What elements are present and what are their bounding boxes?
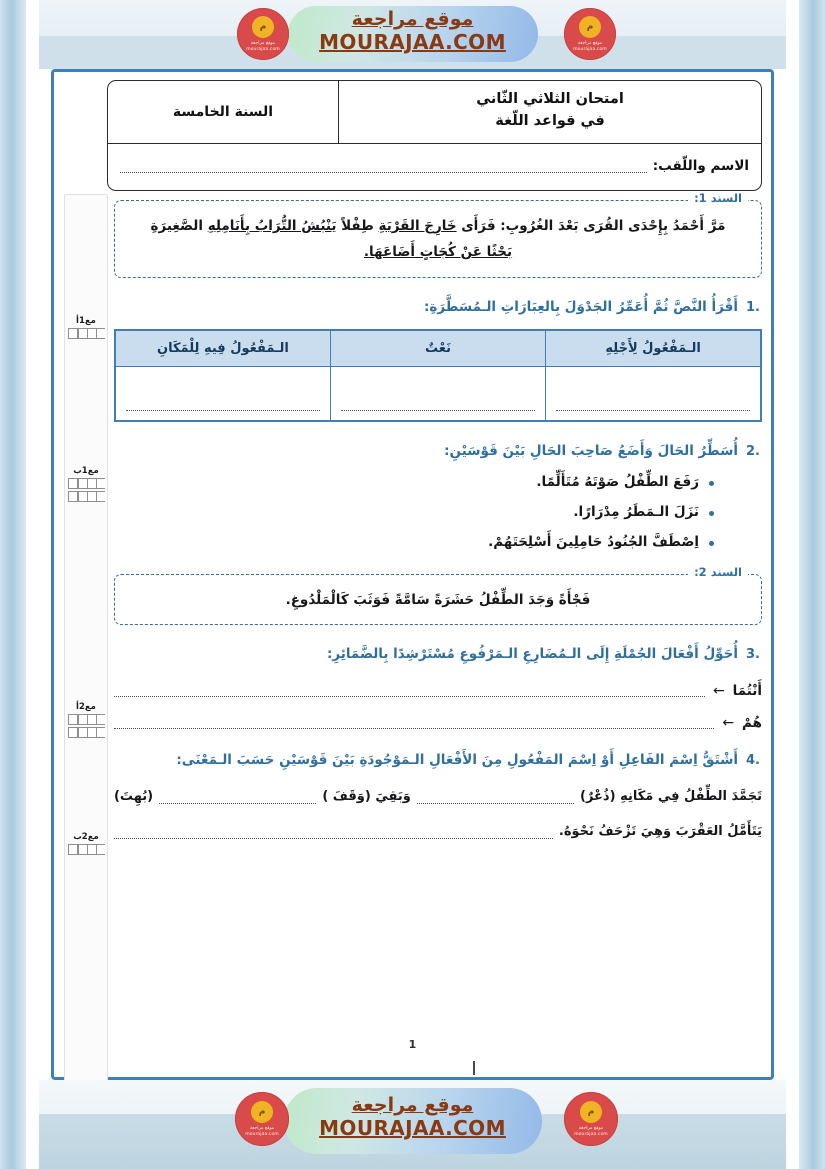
answer-dotted-line[interactable] [159, 792, 316, 804]
criteria-score-boxes[interactable] [67, 714, 105, 725]
table-answer-cell[interactable] [546, 367, 761, 422]
question-2 [114, 440, 762, 550]
logo-mark: م [251, 1101, 273, 1123]
site-logo-icon [564, 8, 616, 60]
question-3-number: 3. [746, 647, 760, 663]
page-number: 1 [408, 1038, 417, 1051]
source-1-seg-c: الصَّغِيرَةِ [150, 218, 208, 234]
bullet-point-icon [709, 541, 714, 546]
table-header-cell: الـمَفْعُولُ لِأَجْلِهِ [546, 330, 761, 367]
question-4 [114, 749, 762, 839]
source-block-2 [114, 565, 762, 625]
question-3-text: أُحَوِّلُ أَفْعَالَ الجُمْلَةِ إِلَى الـمُضَارِعِ الـمَرْفُوعِ مُسْتَرْشِدًا بِالضَّمَائِرِ: [326, 646, 738, 663]
logo-mark: م [580, 1101, 602, 1123]
question-1-header [114, 296, 762, 320]
student-name-label: الاسم واللّقب: [652, 158, 749, 174]
list-item[interactable] [114, 534, 714, 550]
question-2-bullets [114, 474, 714, 550]
bullet-sentence: رَفَعَ الطِّفْلُ صَوْتَهُ مُتَأَلِّمًا. [536, 474, 699, 491]
answer-dotted-line [341, 400, 535, 411]
table-answer-cell[interactable] [115, 367, 330, 422]
derivation-right-text: يَتَأَمَّلُ العَقْرَبَ وَهِيَ تَزْحَفُ نَحْوَهُ. [558, 823, 762, 839]
criteria-block [67, 467, 105, 504]
question-1-number: 1. [746, 299, 760, 315]
criteria-score-boxes[interactable] [67, 328, 105, 339]
source-block-1 [114, 191, 762, 278]
banner-site-url[interactable]: MOURAJAA.COM [319, 1116, 506, 1141]
student-name-row [108, 144, 761, 190]
spine-mark [473, 1061, 475, 1075]
source-1-seg-underline-c: بَحْثًا عَنْ كُجَاتٍ أَضَاعَهَا. [363, 244, 513, 261]
question-4-number: 4. [746, 753, 760, 769]
logo-caption: موقع مراجعة mourajaa.com [245, 1125, 279, 1137]
bullet-point-icon [709, 481, 714, 486]
question-1-text: أَقْرَأُ النَّصَّ ثُمَّ أُعَمِّرُ الجَدْوَلَ بِالعِبَارَاتِ الـمُسَطَّرَةِ: [424, 298, 738, 315]
criteria-score-boxes[interactable] [67, 478, 105, 489]
banner-site-url[interactable]: MOURAJAA.COM [319, 30, 506, 55]
bullet-sentence: نَزَلَ الـمَطَرُ مِدْرَارًا. [573, 504, 699, 521]
exam-header-table [107, 80, 762, 191]
question-1-table [114, 329, 762, 422]
question-1 [114, 296, 762, 423]
banner-text [263, 1094, 563, 1141]
derivation-mid-text: وَبَقِيَ (وَقَفَ ) [322, 788, 411, 804]
bullet-sentence: اِصْطَفَّ الجُنُودُ حَامِلِينَ أَسْلِحَتَهُمْ. [488, 534, 699, 551]
criteria-block [67, 317, 105, 341]
answer-line[interactable] [114, 683, 762, 699]
pronoun-label: أَنْتُمَا [732, 683, 762, 700]
exam-title-line-2: في قواعد اللّغة [495, 113, 605, 129]
source-label-2: السند 2: [688, 565, 748, 579]
question-4-header [114, 749, 762, 773]
header-top-row [108, 81, 761, 144]
source-1-line-2 [129, 239, 747, 265]
table-header-cell: نَعْتٌ [330, 330, 545, 367]
source-1-seg-underline-a: خَارِجَ القَرْيَةِ [378, 218, 457, 234]
student-name-input[interactable] [120, 160, 647, 173]
exam-title-cell [338, 81, 761, 143]
source-label-1: السند 1: [688, 191, 748, 205]
derivation-line-2[interactable] [114, 824, 762, 839]
arrow-left-icon: ← [712, 683, 725, 700]
scan-edge-left [0, 0, 26, 1169]
list-item[interactable] [114, 474, 714, 490]
answer-dotted-line[interactable] [114, 685, 705, 697]
question-3-header [114, 643, 762, 667]
answer-dotted-line [556, 400, 750, 411]
question-2-header [114, 440, 762, 464]
table-header-row [115, 330, 761, 367]
exam-content [113, 191, 762, 1057]
grading-criteria-column [64, 194, 108, 1096]
answer-dotted-line[interactable] [114, 827, 553, 839]
banner-arabic-title: موقع مراجعة [351, 1094, 474, 1116]
criteria-score-boxes[interactable] [67, 844, 105, 855]
arrow-left-icon: ← [722, 715, 735, 732]
logo-caption: موقع مراجعة mourajaa.com [246, 40, 280, 52]
document-sheet [39, 0, 786, 1169]
question-2-number: 2. [746, 444, 760, 460]
derivation-line-1[interactable] [114, 789, 762, 804]
site-banner-bottom [39, 1080, 786, 1169]
criteria-label: مع1ب [73, 466, 99, 476]
site-logo-icon [564, 1092, 618, 1146]
criteria-label: مع2أ [76, 702, 96, 712]
source-text-box-1 [114, 200, 762, 278]
criteria-label: مع2ب [73, 832, 99, 842]
banner-text [263, 8, 563, 55]
source-2-line-1: فَجْأَةً وَجَدَ الطِّفْلُ حَشَرَةً سَامَّةً فَوَثَبَ كَالْمَلْدُوغِ. [285, 592, 591, 609]
derivation-left-text: (بُهِتَ) [113, 788, 154, 804]
source-1-seg-a: مَرَّ أَحْمَدُ بِإِحْدَى القُرَى بَعْدَ الغُرُوبِ: فَرَأَى [456, 218, 726, 234]
question-4-text: أَشْتَقُّ اِسْمَ الفَاعِلِ أَوْ اِسْمَ المَفْعُولِ مِنَ الأَفْعَالِ الـمَوْجُودَةِ بَيْنَ قَوْسَيْنِ حَسَبَ الـمَعْنَى: [176, 752, 738, 769]
question-2-text: أُسَطِّرُ الحَالَ وَأَضَعُ صَاحِبَ الحَالِ بَيْنَ قَوْسَيْنِ: [444, 443, 738, 460]
criteria-block [67, 703, 105, 740]
criteria-score-boxes[interactable] [67, 727, 105, 738]
logo-caption: موقع مراجعة mourajaa.com [574, 1125, 608, 1137]
criteria-score-boxes[interactable] [67, 491, 105, 502]
table-answer-cell[interactable] [330, 367, 545, 422]
answer-dotted-line [126, 400, 320, 411]
derivation-right-text: تَجَمَّدَ الطِّفْلُ فِي مَكَانِهِ (ذُعْرٌ) [580, 788, 762, 804]
logo-caption: موقع مراجعة mourajaa.com [573, 40, 607, 52]
source-1-line-1 [129, 213, 747, 239]
scan-edge-right [799, 0, 825, 1169]
criteria-label: مع1أ [76, 316, 96, 326]
bullet-point-icon [709, 511, 714, 516]
answer-line[interactable] [114, 715, 762, 731]
table-header-cell: الـمَفْعُولُ فِيهِ لِلْمَكَانِ [115, 330, 330, 367]
criteria-block [67, 833, 105, 857]
source-1-seg-b: طِفْلاً [336, 218, 379, 234]
table-row [115, 367, 761, 422]
answer-dotted-line[interactable] [417, 792, 574, 804]
logo-mark: م [252, 16, 274, 38]
exam-title-line-1: امتحان الثلاثي الثّاني [476, 91, 624, 108]
source-1-seg-underline-b: يَنْبُشُ التُّرَابُ بِأَنَامِلِهِ [207, 218, 337, 234]
banner-arabic-title: موقع مراجعة [351, 8, 474, 30]
list-item[interactable] [114, 504, 714, 520]
logo-mark: م [579, 16, 601, 38]
pronoun-label: هُمْ [742, 715, 762, 732]
source-text-box-2 [114, 574, 762, 625]
school-year-cell: السنة الخامسة [172, 104, 274, 120]
site-banner-top [39, 0, 786, 69]
question-3 [114, 643, 762, 731]
answer-dotted-line[interactable] [114, 717, 714, 729]
exam-paper [51, 69, 774, 1080]
